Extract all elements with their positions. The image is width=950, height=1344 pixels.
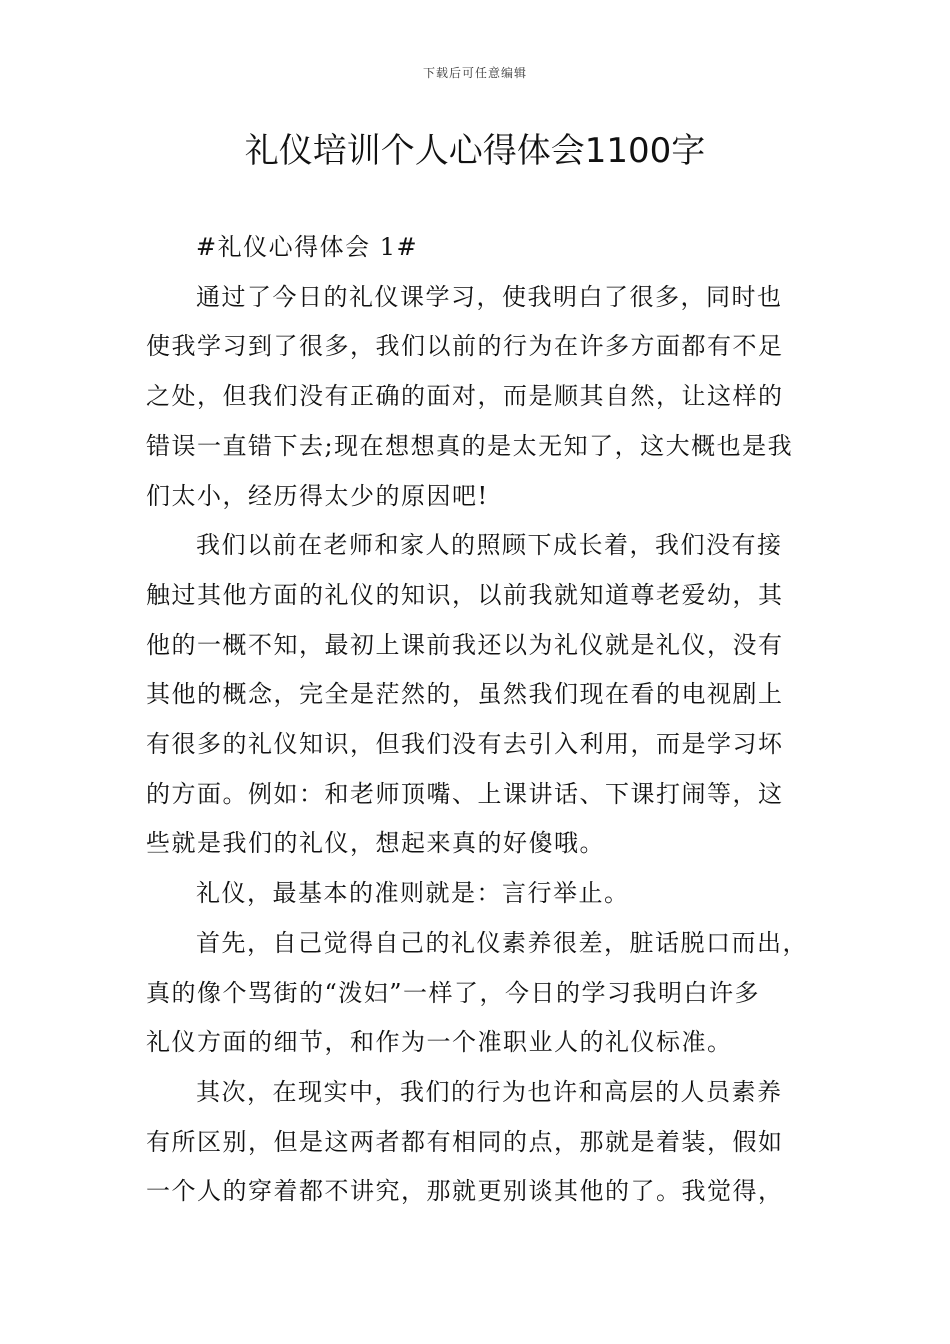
text-line: 的方面。例如：和老师顶嘴、上课讲话、下课打闹等，这 bbox=[146, 779, 784, 808]
text-line: 些就是我们的礼仪，想起来真的好傻哦。 bbox=[146, 829, 605, 858]
text-line: 其他的概念，完全是茫然的，虽然我们现在看的电视剧上 bbox=[146, 680, 784, 709]
text-line: 有很多的礼仪知识，但我们没有去引入利用，而是学习坏 bbox=[146, 730, 784, 759]
text-line: 他的一概不知，最初上课前我还以为礼仪就是礼仪，没有 bbox=[146, 630, 784, 659]
text-line: 一个人的穿着都不讲究，那就更别谈其他的了。我觉得， bbox=[146, 1177, 784, 1206]
text-line: 错误一直错下去;现在想想真的是太无知了，这大概也是我 bbox=[146, 431, 794, 460]
text-line: #礼仪心得体会 1# bbox=[196, 233, 419, 261]
text-line: 礼仪方面的细节，和作为一个准职业人的礼仪标准。 bbox=[146, 1028, 733, 1057]
paragraph bbox=[146, 1068, 808, 1217]
text-line: 有所区别，但是这两者都有相同的点，那就是着装，假如 bbox=[146, 1127, 784, 1156]
document-body bbox=[146, 223, 808, 1217]
text-line: 通过了今日的礼仪课学习，使我明白了很多，同时也 bbox=[196, 282, 783, 311]
paragraph-heading bbox=[146, 223, 808, 273]
text-line: 我们以前在老师和家人的照顾下成长着，我们没有接 bbox=[196, 531, 783, 560]
paragraph bbox=[146, 521, 808, 869]
text-line: 触过其他方面的礼仪的知识，以前我就知道尊老爱幼，其 bbox=[146, 580, 784, 609]
text-line: 之处，但我们没有正确的面对，而是顺其自然，让这样的 bbox=[146, 382, 784, 411]
text-line: 礼仪，最基本的准则就是：言行举止。 bbox=[196, 879, 630, 908]
text-line: 首先，自己觉得自己的礼仪素养很差，脏话脱口而出， bbox=[196, 928, 808, 957]
paragraph bbox=[146, 273, 808, 522]
text-line: 其次，在现实中，我们的行为也许和高层的人员素养 bbox=[196, 1077, 783, 1106]
paragraph bbox=[146, 869, 808, 919]
paragraph bbox=[146, 919, 808, 1068]
text-line: 们太小，经历得太少的原因吧! bbox=[146, 481, 489, 510]
document-title: 礼仪培训个人心得体会1100字 bbox=[244, 131, 706, 171]
text-line: 使我学习到了很多，我们以前的行为在许多方面都有不足 bbox=[146, 332, 784, 361]
text-line: 真的像个骂街的“泼妇”一样了，今日的学习我明白许多 bbox=[146, 978, 761, 1007]
header-note: 下载后可任意编辑 bbox=[422, 66, 527, 80]
